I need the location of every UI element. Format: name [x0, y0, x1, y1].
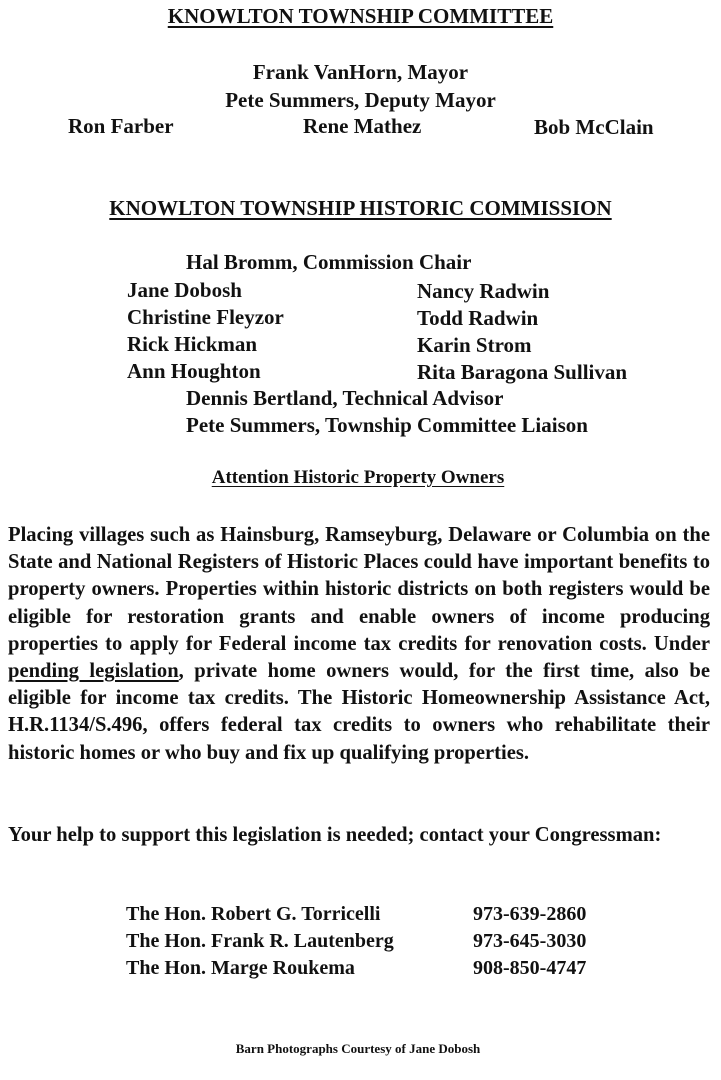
commission-liaison: Pete Summers, Township Committee Liaison [186, 413, 588, 437]
commission-chair: Hal Bromm, Commission Chair [186, 250, 472, 274]
commission-member: Nancy Radwin [417, 279, 550, 303]
paragraph-text: Placing villages such as Hainsburg, Ramseyburg, Delaware or Columbia on the State and National Registers of Historic Places could have important benefits to property owners. Properties within historic districts on both registers would be eligible for restoration grants and enable owners of income producing properties to apply for Federal income tax credits for renovation costs. Under [8, 524, 710, 655]
contact-name: The Hon. Marge Roukema [126, 957, 355, 979]
contact-name: The Hon. Frank R. Lautenberg [126, 930, 394, 952]
support-paragraph: Your help to support this legislation is needed; contact your Congressman: [8, 824, 662, 846]
commission-member: Ann Houghton [127, 359, 261, 383]
commission-title: KNOWLTON TOWNSHIP HISTORIC COMMISSION [109, 196, 612, 220]
commission-member: Jane Dobosh [127, 278, 242, 302]
paragraph-text: , private home owners would, for the first time, also be eligible for income tax credits. The Historic Homeownership Assistance Act, H.R.1134/S.496, offers federal tax credits to owners who rehabilitate their historic homes or who buy and fix up qualifying properties. [8, 660, 710, 764]
commission-member: Rita Baragona Sullivan [417, 360, 628, 384]
commission-member: Christine Fleyzor [127, 305, 284, 329]
attention-heading: Attention Historic Property Owners [211, 467, 505, 488]
commission-member: Todd Radwin [417, 306, 539, 330]
contact-phone: 973-645-3030 [473, 930, 587, 952]
committee-member: Ron Farber [68, 114, 174, 138]
commission-member: Karin Strom [417, 333, 532, 357]
attention-paragraph [8, 522, 710, 767]
contact-phone: 973-639-2860 [473, 903, 587, 925]
commission-advisor: Dennis Bertland, Technical Advisor [186, 386, 504, 410]
committee-title: KNOWLTON TOWNSHIP COMMITTEE [167, 4, 554, 28]
photo-credit: Barn Photographs Courtesy of Jane Dobosh [235, 1041, 481, 1056]
pending-legislation-text: pending legislation [8, 660, 179, 683]
committee-member: Rene Mathez [303, 114, 422, 138]
contact-phone: 908-850-4747 [473, 957, 587, 979]
committee-member: Bob McClain [534, 115, 654, 139]
committee-deputy-mayor: Pete Summers, Deputy Mayor [225, 88, 496, 112]
contact-name: The Hon. Robert G. Torricelli [126, 903, 381, 925]
committee-mayor: Frank VanHorn, Mayor [252, 60, 469, 84]
commission-member: Rick Hickman [127, 332, 258, 356]
